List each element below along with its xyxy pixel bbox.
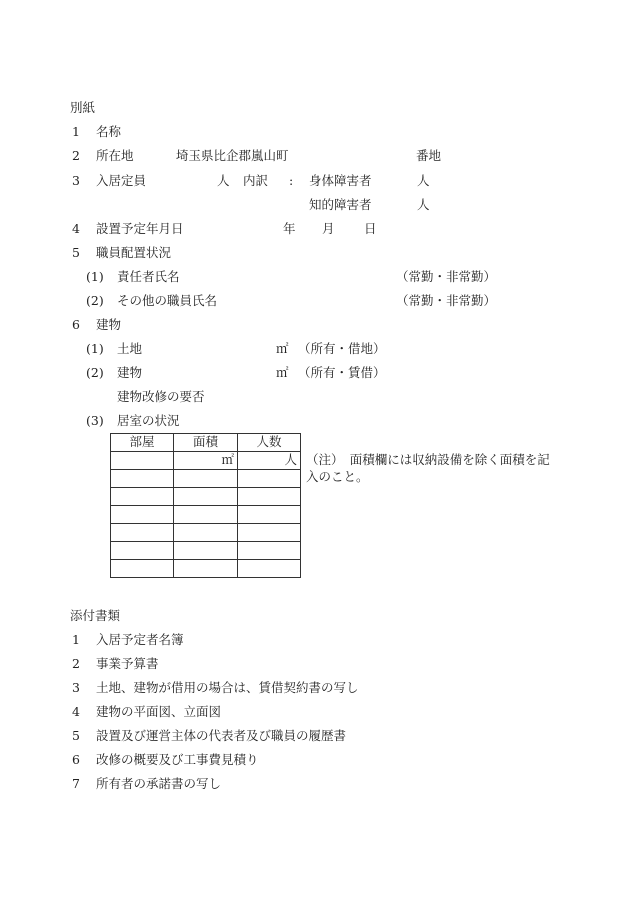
count-cell[interactable] (238, 524, 301, 542)
area-cell[interactable] (174, 560, 238, 578)
attachment-item: 所有者の承諾書の写し (96, 776, 222, 791)
item-number: 1 (72, 124, 80, 139)
count-cell[interactable]: 人 (238, 452, 301, 470)
attachment-number: 2 (72, 656, 80, 671)
attachment-number: 3 (72, 680, 80, 695)
table-header-row (111, 434, 301, 452)
day-label: 日 (364, 221, 377, 236)
attachment-number: 5 (72, 728, 80, 743)
location-value: 埼玉県比企郡嵐山町 (176, 148, 289, 163)
location-suffix: 番地 (416, 148, 442, 163)
area-cell[interactable]: ㎡ (174, 452, 238, 470)
room-cell[interactable] (111, 542, 174, 560)
sub-number: (3) (86, 413, 104, 428)
capacity-label: 入居定員 (96, 173, 147, 188)
item-number: 5 (72, 245, 80, 260)
attachment-item: 改修の概要及び工事費見積り (96, 752, 259, 767)
area-cell[interactable] (174, 542, 238, 560)
sub-number: (1) (86, 269, 104, 284)
area-note: （注） 面積欄には収納設備を除く面積を記入のこと。 (306, 452, 550, 484)
room-cell[interactable] (111, 452, 174, 470)
attachments-title: 添付書類 (70, 608, 121, 623)
room-cell[interactable] (111, 560, 174, 578)
building-label: 建物 (96, 317, 122, 332)
sub-number: (1) (86, 341, 104, 356)
structure-ownership: （所有・賃借） (298, 365, 386, 380)
count-cell[interactable] (238, 560, 301, 578)
physical-disability-label: 身体障害者 (309, 173, 372, 188)
area-cell[interactable] (174, 470, 238, 488)
staff-label: 職員配置状況 (96, 245, 172, 260)
table-row (111, 524, 301, 542)
attachment-number: 7 (72, 776, 80, 791)
table-row (111, 488, 301, 506)
count-cell[interactable] (238, 470, 301, 488)
item-number: 2 (72, 148, 80, 163)
header-room: 部屋 (111, 434, 174, 452)
attachment-number: 4 (72, 704, 80, 719)
area-cell[interactable] (174, 506, 238, 524)
attachment-item: 事業予算書 (96, 656, 159, 671)
table-row (111, 560, 301, 578)
table-row (111, 506, 301, 524)
intellectual-unit: 人 (417, 197, 430, 212)
structure-area-unit: ㎡ (276, 365, 289, 380)
item-number: 4 (72, 221, 80, 236)
rooms-label: 居室の状況 (117, 413, 180, 428)
item-number: 3 (72, 173, 80, 188)
table-row (111, 470, 301, 488)
attachment-item: 土地、建物が借用の場合は、賃借契約書の写し (96, 680, 359, 695)
manager-employment-type: （常勤・非常勤） (396, 269, 497, 284)
area-cell[interactable] (174, 488, 238, 506)
year-label: 年 (283, 221, 296, 236)
location-label: 所在地 (96, 148, 134, 163)
land-label: 土地 (117, 341, 143, 356)
land-ownership: （所有・借地） (298, 341, 386, 356)
structure-label: 建物 (117, 365, 143, 380)
land-area-unit: ㎡ (276, 341, 289, 356)
room-cell[interactable] (111, 470, 174, 488)
header-area: 面積 (174, 434, 238, 452)
room-cell[interactable] (111, 524, 174, 542)
room-cell[interactable] (111, 488, 174, 506)
attachment-number: 6 (72, 752, 80, 767)
attachment-item: 建物の平面図、立面図 (96, 704, 222, 719)
other-staff-label: その他の職員氏名 (117, 293, 218, 308)
other-staff-employment-type: （常勤・非常勤） (396, 293, 497, 308)
breakdown-label: 内訳 (243, 173, 269, 188)
room-table (110, 433, 301, 578)
room-cell[interactable] (111, 506, 174, 524)
count-cell[interactable] (238, 506, 301, 524)
sub-number: (2) (86, 293, 104, 308)
table-row (111, 452, 301, 470)
count-cell[interactable] (238, 542, 301, 560)
table-row (111, 542, 301, 560)
renovation-label: 建物改修の要否 (117, 389, 205, 404)
intellectual-disability-label: 知的障害者 (309, 197, 372, 212)
month-label: 月 (322, 221, 335, 236)
physical-unit: 人 (417, 173, 430, 188)
capacity-unit: 人 (217, 173, 230, 188)
sub-number: (2) (86, 365, 104, 380)
document-title: 別紙 (70, 100, 96, 115)
attachment-item: 設置及び運営主体の代表者及び職員の履歴書 (96, 728, 347, 743)
header-count: 人数 (238, 434, 301, 452)
count-cell[interactable] (238, 488, 301, 506)
area-cell[interactable] (174, 524, 238, 542)
item-number: 6 (72, 317, 80, 332)
schedule-label: 設置予定年月日 (96, 221, 184, 236)
attachment-item: 入居予定者名簿 (96, 632, 184, 647)
manager-name-label: 責任者氏名 (117, 269, 180, 284)
attachment-number: 1 (72, 632, 80, 647)
name-label: 名称 (96, 124, 122, 139)
breakdown-colon: : (289, 173, 294, 188)
